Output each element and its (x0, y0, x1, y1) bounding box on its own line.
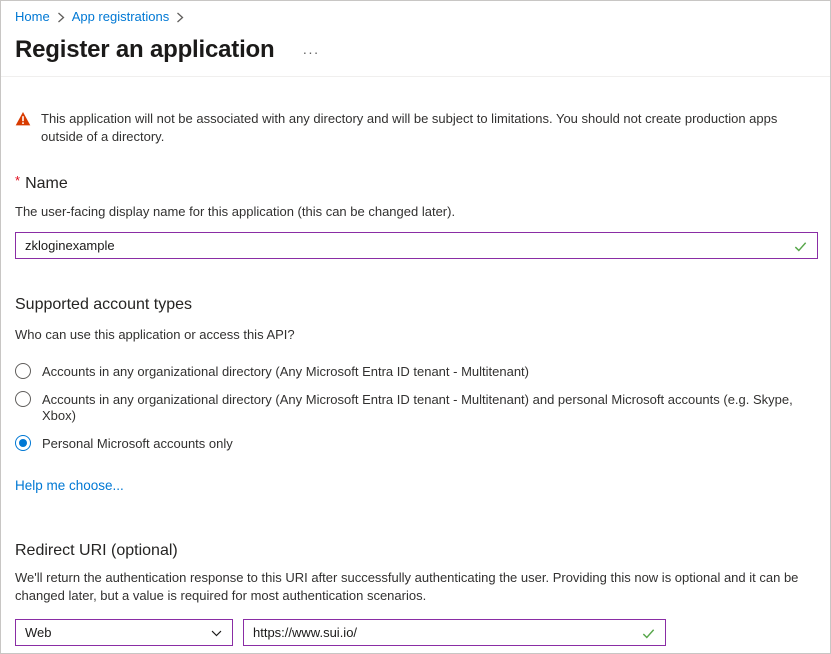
warning-text: This application will not be associated with any directory and will be subject to limitations. You should not create production apps outside of a directory. (41, 111, 778, 144)
radio-option-multitenant-personal[interactable] (15, 391, 816, 424)
radio-option-multitenant[interactable] (15, 363, 816, 380)
more-actions-icon[interactable]: ··· (302, 43, 320, 60)
chevron-right-icon (57, 12, 65, 23)
name-label-text: Name (25, 175, 68, 192)
chevron-right-icon (176, 12, 184, 23)
breadcrumb-home-link[interactable]: Home (15, 9, 50, 24)
warning-banner (15, 110, 816, 146)
radio-selected-icon (15, 435, 31, 451)
page-title: Register an application (15, 35, 275, 63)
redirect-uri-input-container (243, 619, 666, 646)
help-me-choose-link[interactable]: Help me choose... (15, 478, 124, 493)
valid-check-icon (793, 239, 808, 259)
name-input-container (15, 232, 818, 259)
name-field-label (15, 173, 816, 193)
header-divider (1, 76, 830, 77)
chevron-down-icon (210, 627, 223, 643)
radio-option-label: Personal Microsoft accounts only (42, 436, 233, 451)
redirect-uri-input[interactable] (244, 620, 665, 645)
radio-option-label: Accounts in any organizational directory (Any Microsoft Entra ID tenant - Multitenant) (42, 364, 529, 379)
radio-option-label: Accounts in any organizational directory (Any Microsoft Entra ID tenant - Multitenant) and personal Microsoft accounts (e.g. Skype, Xbox) (42, 392, 793, 423)
name-input[interactable] (16, 233, 817, 258)
valid-check-icon (641, 626, 656, 646)
redirect-uri-description: We'll return the authentication response to this URI after successfully authenticating the user. Providing this now is optional and it can be changed later, but a value is required for most authentication scenarios. (15, 570, 799, 603)
page-header (15, 34, 816, 65)
required-asterisk: * (15, 173, 21, 188)
name-field-description: The user-facing display name for this application (this can be changed later). (15, 204, 456, 219)
warning-triangle-icon (15, 111, 31, 146)
platform-select[interactable] (15, 619, 233, 646)
redirect-uri-row (15, 619, 816, 646)
supported-account-types-heading: Supported account types (15, 296, 193, 313)
platform-select-value: Web (25, 625, 52, 640)
account-types-radio-group (15, 363, 816, 452)
radio-unselected-icon (15, 391, 31, 407)
breadcrumb (15, 8, 816, 25)
radio-unselected-icon (15, 363, 31, 379)
breadcrumb-app-registrations-link[interactable]: App registrations (71, 9, 170, 24)
radio-option-personal-only[interactable] (15, 435, 816, 452)
redirect-uri-heading: Redirect URI (optional) (15, 542, 178, 559)
account-types-question: Who can use this application or access this API? (15, 327, 295, 342)
